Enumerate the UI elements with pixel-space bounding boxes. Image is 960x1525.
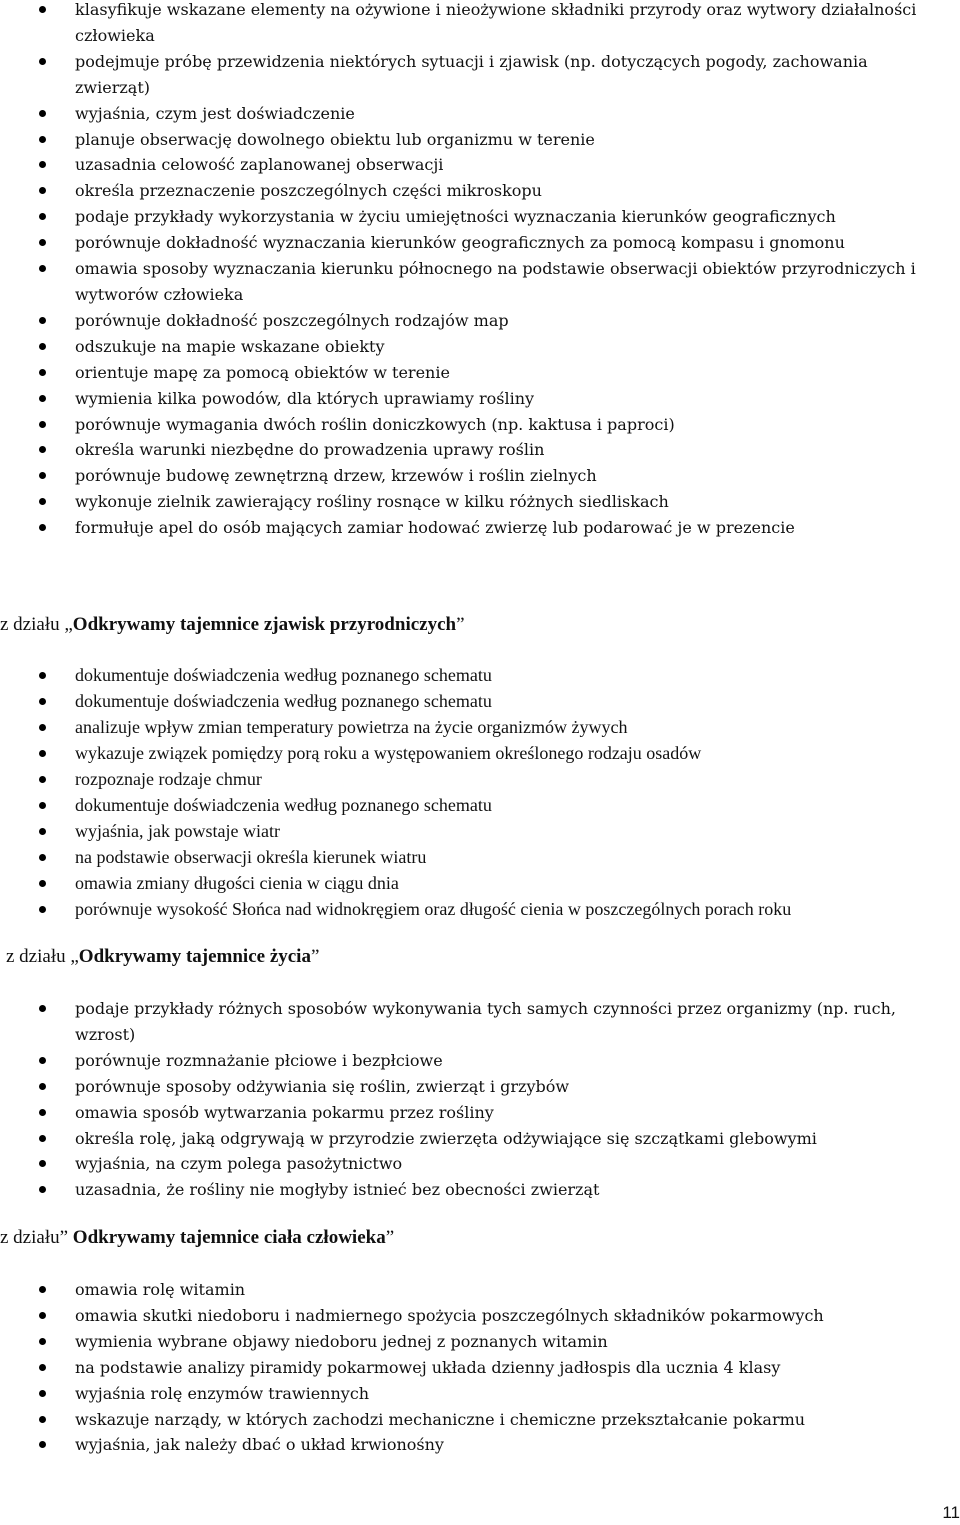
heading-prefix: z działu „ [0, 614, 73, 635]
list-item: omawia sposób wytwarzania pokarmu przez rośliny [0, 1100, 960, 1126]
list-item: omawia sposoby wyznaczania kierunku północnego na podstawie obserwacji obiektów przyrodniczych i wytworów człowieka [0, 256, 960, 308]
list-item: porównuje budowę zewnętrzną drzew, krzewów i roślin zielnych [0, 463, 960, 489]
list-item: uzasadnia, że rośliny nie mogłyby istnieć bez obecności zwierząt [0, 1177, 960, 1203]
list-item: określa rolę, jaką odgrywają w przyrodzie zwierzęta odżywiające się szczątkami glebowymi [0, 1126, 960, 1152]
list-item: klasyfikuje wskazane elementy na ożywione i nieożywione składniki przyrody oraz wytwory działalności człowieka [0, 0, 960, 49]
list-item: uzasadnia celowość zaplanowanej obserwacji [0, 152, 960, 178]
list-item: dokumentuje doświadczenia według poznanego schematu [0, 792, 811, 818]
list-item: wyjaśnia, jak należy dbać o układ krwionośny [0, 1432, 844, 1458]
heading-suffix: ” [310, 946, 320, 967]
section2-heading [0, 614, 465, 636]
section2-list [0, 662, 811, 922]
list-item: dokumentuje doświadczenia według poznanego schematu [0, 662, 811, 688]
list-item: porównuje wymagania dwóch roślin doniczkowych (np. kaktusa i paproci) [0, 412, 960, 438]
heading-prefix: z działu „ [6, 946, 79, 967]
list-item: podaje przykłady różnych sposobów wykonywania tych samych czynności przez organizmy (np. ruch, wzrost) [0, 996, 960, 1048]
page-number: 11 [942, 1503, 960, 1522]
list-item: omawia zmiany długości cienia w ciągu dnia [0, 870, 811, 896]
list-item: wykazuje związek pomiędzy porą roku a występowaniem określonego rodzaju osadów [0, 740, 811, 766]
list-item: dokumentuje doświadczenia według poznanego schematu [0, 688, 811, 714]
section4-list [0, 1277, 844, 1458]
list-item: wyjaśnia, jak powstaje wiatr [0, 818, 811, 844]
list-item: na podstawie obserwacji określa kierunek wiatru [0, 844, 811, 870]
list-item: wyjaśnia, na czym polega pasożytnictwo [0, 1151, 960, 1177]
heading-title: Odkrywamy tajemnice życia [78, 946, 311, 967]
list-item: porównuje dokładność poszczególnych rodzajów map [0, 308, 960, 334]
heading-suffix: ” [385, 1227, 395, 1248]
list-item: wyjaśnia, czym jest doświadczenie [0, 101, 960, 127]
section1-list [0, 0, 960, 541]
list-item: odszukuje na mapie wskazane obiekty [0, 334, 960, 360]
list-item: wymienia kilka powodów, dla których uprawiamy rośliny [0, 386, 960, 412]
heading-title: Odkrywamy tajemnice ciała człowieka [72, 1227, 386, 1248]
list-item: podaje przykłady wykorzystania w życiu umiejętności wyznaczania kierunków geograficznych [0, 204, 960, 230]
list-item: wyjaśnia rolę enzymów trawiennych [0, 1381, 844, 1407]
list-item: wskazuje narządy, w których zachodzi mechaniczne i chemiczne przekształcanie pokarmu [0, 1407, 844, 1433]
heading-title: Odkrywamy tajemnice zjawisk przyrodniczych [72, 614, 457, 635]
list-item: na podstawie analizy piramidy pokarmowej układa dzienny jadłospis dla ucznia 4 klasy [0, 1355, 844, 1381]
list-item: orientuje mapę za pomocą obiektów w terenie [0, 360, 960, 386]
section4-heading [0, 1227, 394, 1249]
section3-list [0, 996, 960, 1203]
list-item: porównuje rozmnażanie płciowe i bezpłciowe [0, 1048, 960, 1074]
list-item: omawia skutki niedoboru i nadmiernego spożycia poszczególnych składników pokarmowych [0, 1303, 844, 1329]
section3-heading [6, 946, 319, 968]
list-item: omawia rolę witamin [0, 1277, 844, 1303]
heading-suffix: ” [456, 614, 465, 635]
list-item: wymienia wybrane objawy niedoboru jednej z poznanych witamin [0, 1329, 844, 1355]
list-item: porównuje sposoby odżywiania się roślin, zwierząt i grzybów [0, 1074, 960, 1100]
heading-prefix: z działu” [0, 1227, 69, 1248]
list-item: określa warunki niezbędne do prowadzenia uprawy roślin [0, 437, 960, 463]
list-item: formułuje apel do osób mających zamiar hodować zwierzę lub podarować je w prezencie [0, 515, 960, 541]
list-item: porównuje wysokość Słońca nad widnokręgiem oraz długość cienia w poszczególnych porach roku [0, 896, 811, 922]
list-item: analizuje wpływ zmian temperatury powietrza na życie organizmów żywych [0, 714, 811, 740]
list-item: podejmuje próbę przewidzenia niektórych sytuacji i zjawisk (np. dotyczących pogody, zachowania zwierząt) [0, 49, 960, 101]
list-item: rozpoznaje rodzaje chmur [0, 766, 811, 792]
list-item: określa przeznaczenie poszczególnych części mikroskopu [0, 178, 960, 204]
list-item: wykonuje zielnik zawierający rośliny rosnące w kilku różnych siedliskach [0, 489, 960, 515]
list-item: planuje obserwację dowolnego obiektu lub organizmu w terenie [0, 127, 960, 153]
list-item: porównuje dokładność wyznaczania kierunków geograficznych za pomocą kompasu i gnomonu [0, 230, 960, 256]
